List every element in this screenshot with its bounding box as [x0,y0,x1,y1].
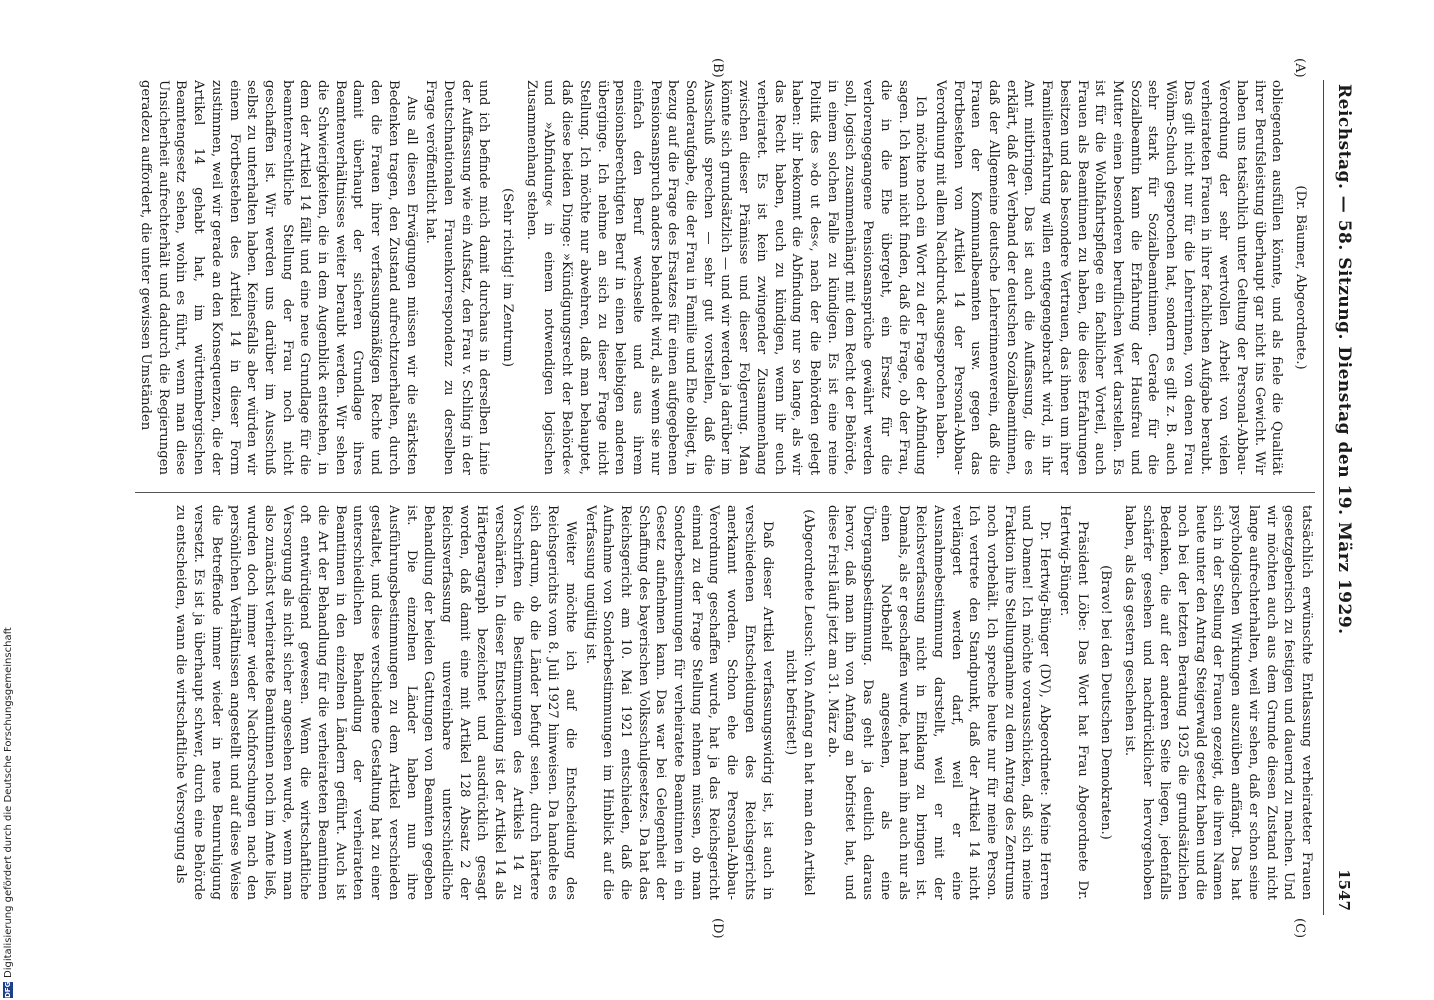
paragraph: Daß dieser Artikel verfassungswidrig ist, ist auch in verschiedenen Entscheidungen des Reichsgerichts anerkannt worden. Schon ehe die Personal-Abbau-Verordnung geschaffen wurde, hat ja das Reichsgericht einmal zu der Frage Stellung nehmen müssen, ob man Sonderbestimmungen für verheiratete Beamtinnen in ein Gesetz aufnehmen kann. Das war bei Gelegenheit der Schaffung des bayerischen Volksschulgesetzes. Da hat das Reichsgericht am 10. Mai 1921 entschieden, daß die Aufnahme von Sonderbestimmungen im Hinblick auf die Verfassung ungültig ist. [582,505,775,900]
paragraph: und ich befinde mich damit durchaus in derselben Linie der Auffassung wie ein Aufsatz, den Frau v. Schling in der Deutschnationalen Frauenkorrespondenz zu derselben Frage veröffentlicht hat. [423,80,492,475]
interjection: (Abgeordnete Leusch: Von Anfang an hat man den Artikel nicht befristet!) [783,509,817,896]
paragraph: obliegenden ausfüllen könnte, und als fiele die Qualität ihrer Berufsleistung überhaupt gar nicht ins Gewicht. Wir haben uns tatsächlich unter Geltung der Personal-Abbau-Verordnung der sehr wertvollen Arbeit von vielen verheirateten Frauen in ihrer fachlichen Aufgabe beraubt. Das gilt nicht nur für die Lehrerinnen, von denen Frau Wöhm-Schuch gesprochen hat, sondern es gilt z. B. auch sehr stark für Sozialbeamtinnen. Gerade für die Sozialbeamtin kann die Erfahrung der Hausfrau und Mutter einen besonderen beruflichen Wert darstellen. Es ist für die Wohlfahrtspflege ein fachlicher Vorteil, auch Frauen als Beamtinnen zu haben, die diese Erfahrungen besitzen und das besondere Vertrauen, das ihnen um ihrer Familienerfahrung willen entgegengebracht wird, in ihr Amt mitbringen. Das ist auch die Auffassung, die es erklärt, daß der Verband der deutschen Sozialbeamtinnen, daß der Allgemeine deutsche Lehrerinnenverein, daß die Frauen der Kommunalbeamten usw. gegen das Fortbestehen von Artikel 14 der Personal-Abbau-Verordnung mit allem Nachdruck ausgesprochen haben. [932,80,1285,475]
paragraph: tatsächlich erwünschte Entlassung verheirateter Frauen gesetzgeberisch zu festigen und dauernd zu machen. Und wir möchten auch aus dem Grunde diesen Zustand nicht lange aufrechterhalten, weil wir sehen, daß er schon seine psychologischen Wirkungen auszuüben anfängt. Das hat sich in der Stellung der Frauen gezeigt, die ihren Namen heute unter den Antrag Steigerwald gesetzt haben und die noch bei der letzten Beratung 1925 die grundsätzlichen Bedenken, die auf der anderen Seite liegen, jedenfalls schärfer gesehen und nachdrücklicher hervorgehoben haben, als das gestern geschehen ist. [1121,505,1314,900]
digitization-credit [0,18,16,998]
rotated-page-content [120,58,1365,939]
paragraph: Dr. Hertwig-Bünger (DV), Abgeordnete: Meine Herren und Damen! Ich möchte vorausschicken, daß sich meine Fraktion ihre Stellungnahme zu dem Antrag des Zentrums noch vorbehält. Ich spreche heute nur für meine Person. Ich vertrete den Standpunkt, daß der Artikel 14 nicht verlängert werden darf, weil er eine Ausnahmebestimmung darstellt, weil er mit der Reichsverfassung nicht in Einklang zu bringen ist. Damals, als er geschaffen wurde, hat man ihn auch nur als einen Notbehelf angesehen, als eine Übergangsbestimmung. Das geht ja deutlich daraus hervor, daß man ihn von Anfang an befristet hat, und diese Frist läuft jetzt am 31. März ab. [824,505,1053,900]
page-header [1323,80,1365,915]
margin-marker-a: (A) [1292,58,1307,78]
margin-marker-b: (B) [710,58,725,78]
scanned-page [120,58,1365,939]
page-title: Reichstag. — 58. Sitzung. Dienstag den 19. März 1929. [1334,84,1355,635]
page-number: 1547 [1335,869,1354,911]
speaker-head: (Dr. Bäumer, Abgeordnete.) [1293,185,1308,370]
margin-marker-d: (D) [710,918,725,939]
president-statement: Präsident Löbe: Das Wort hat Frau Abgeordnete Dr. Hertwig-Bünger. [1056,505,1090,900]
credit-text: Digitalisierung gefördert durch die Deutsche Forschungsgemeinschaft [2,627,14,978]
left-column [135,80,1315,475]
paragraph: Ich möchte noch ein Wort zu der Frage der Abfindung sagen. Ich kann nicht finden, daß die Frage, ob der Frau, die in die Ehe übergeht, ein Ersatz für die verlorengegangene Pensionsansprüche gewährt werden soll, logisch zusammenhängt mit dem Recht der Behörde, in einem solchen Falle zu kündigen. Es ist eine reine Politik des »do ut des«, nach der die Behörden gelegt haben: ihr bekommt die Abfindung nur so lange, als wir das Recht haben, euch zu kündigen, wenn ihr euch verheiratet. Es ist kein zwingender Zusammenhang zwischen dieser Prämisse und dieser Folgerung. Man könnte sich grundsätzlich — und wir werden ja darüber im Ausschuß sprechen — sehr gut vorstellen, daß die Sonderaufgabe, die der Frau in Familie und Ehe obliegt, in bezug auf die Frage des Ersatzes für einen aufgegebenen Pensionsanspruch anders behandelt wird, als wenn sie nur einfach den Beruf wechselte und aus ihrem pensionsberechtigten Beruf in einen beliebigen anderen überginge. Ich nehme an sich zu dieser Frage nicht Stellung. Ich möchte nur abwehren, daß man behauptet, daß diese beiden Dinge: »Kündigungsrecht der Behörde« und »Abfindung« in einem notwendigen logischen Zusammenhang stehen. [523,80,929,475]
interjection: (Sehr richtig! im Zentrum) [500,188,516,367]
column-divider [135,492,1315,493]
paragraph: Weiter möchte ich auf die Entscheidung des Reichsgerichts vom 8. Juli 1927 hinweisen. Da handelte es sich darum, ob die Länder befugt seien, durch härtere Vorschriften die Bestimmungen des Artikels 14 zu verschärfen. In dieser Entscheidung ist der Artikel 14 als Härteparagraph bezeichnet und ausdrücklich gesagt worden, daß damit eine mit Artikel 128 Absatz 2 der Reichsverfassung unvereinbare unterschiedliche Behandlung der beiden Gattungen von Beamten gegeben ist. Die einzelnen Länder haben nun ihre Ausführungsbestimmungen zu dem Artikel verschieden gestaltet, und diese verschiedene Gestaltung hat zu einer unterschiedlichen Behandlung der verheirateten Beamtinnen in den einzelnen Ländern geführt. Auch ist die Art der Behandlung für die verheirateten Beamtinnen oft entwürdigend gewesen. Wenn die wirtschaftliche Versorgung als nicht sicher angesehen wurde, wenn man also zunächst verheiratete Beamtinnen noch im Amte ließ, wurden doch immer wieder Nachforschungen nach den persönlichen Verhältnissen angestellt und auf diese Weise die Betreffende immer wieder in neue Beunruhigung versetzt. Es ist ja überhaupt schwer, durch eine Behörde zu entscheiden, wann die wirtschaftliche Versorgung als [173,505,578,900]
right-column [135,505,1315,900]
margin-marker-c: (C) [1292,918,1307,939]
applause: (Bravo! bei den Deutschen Demokraten.) [1098,565,1114,840]
sidebar-credit-strip [0,0,18,1000]
paragraph: Aus all diesen Erwägungen müssen wir die stärksten Bedenken tragen, den Zustand aufrechtzuerhalten, durch den die Frauen ihrer verfassungsmäßigen Rechte und damit überhaupt der sicheren Grundlage ihres Beamtenverhältnisses weiter beraubt werden. Wir sehen die Schwierigkeiten, die in dem Augenblick entstehen, in dem der Artikel 14 fällt und eine neue Grundlage für die beamtenrechtliche Stellung der Frau noch nicht geschaffen ist. Wir werden uns darüber im Ausschuß selbst zu unterhalten haben. Keinesfalls aber würden wir einem Fortbestehen des Artikel 14 in dieser Form zustimmen, weil wir gerade an den Konsequenzen, die der Artikel 14 gehabt hat, im württembergischen Beamtengesetz sehen, wohin es führt, wenn man diese Unsicherheit aufrechterhält und dadurch die Regierungen geradezu auffordert, die unter gewissen Umständen [138,80,419,475]
dfg-logo-icon: DFG [4,981,12,998]
